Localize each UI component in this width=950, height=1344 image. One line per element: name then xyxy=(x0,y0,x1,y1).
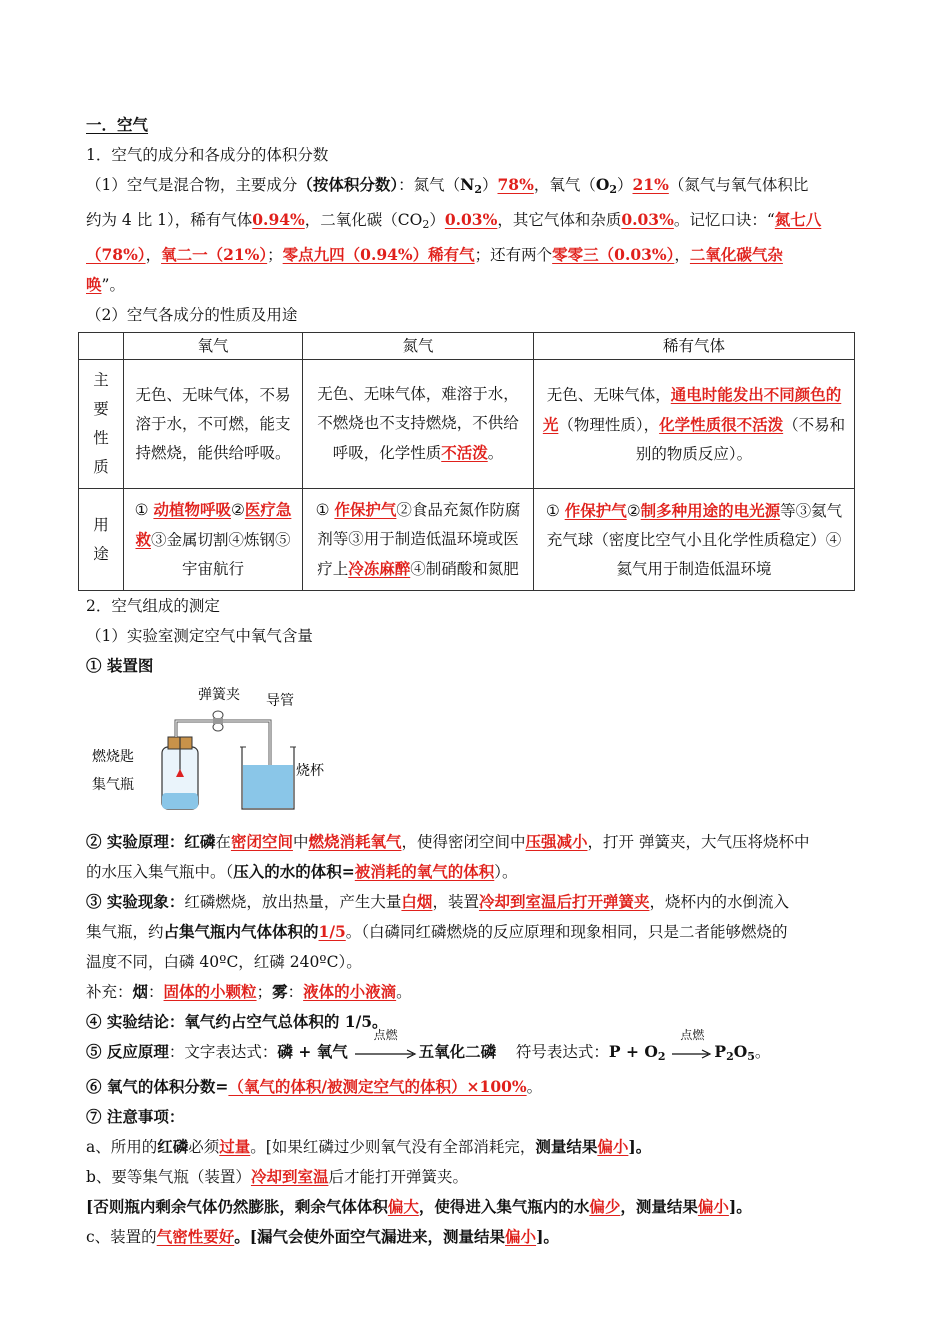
table-row xyxy=(79,489,855,591)
table-header-row xyxy=(79,333,855,360)
beaker-water xyxy=(243,765,293,808)
note-b: b、要等集气瓶（装置）冷却到室温后才能打开弹簧夹。 xyxy=(86,1167,468,1186)
clamp-top xyxy=(213,711,223,719)
conclusion-line: ④ 实验结论：氧气约占空气总体积的 1/5。 xyxy=(86,1012,388,1031)
table-header-cell: 氧气 xyxy=(124,333,303,360)
document-page xyxy=(86,110,866,1252)
note-a: a、所用的红磷必须过量。[如果红磷过少则氧气没有全部消耗完，测量结果偏小]。 xyxy=(86,1137,652,1156)
properties-table xyxy=(78,332,855,591)
table-cell: ① 作保护气②食品充氮作防腐剂等③用于制造低温环境或医疗上冷冻麻醉④制硝酸和氮肥 xyxy=(303,489,534,591)
phenomenon-paragraph: ③ 实验现象：红磷燃烧，放出热量，产生大量白烟，装置冷却到室温后打开弹簧夹，烧杯内的水倒流入 集气瓶，约占集气瓶内气体体积的1/5。（白磷同红磷燃烧的反应原理和现象相同，只是二者能够燃烧的 温度不同，白磷 40ºC，红磷 240ºC）。 xyxy=(86,892,789,971)
row-label: 用途 xyxy=(79,489,124,591)
reaction-line: ⑤ 反应原理：文字表达式：磷 + 氧气 点燃 五氧化二磷 符号表达式：$P + O_2$ 点燃 $P_2O_5$。 xyxy=(86,1028,771,1063)
table-header-cell: 稀有气体 xyxy=(534,333,855,360)
label-spoon: 燃烧匙 xyxy=(92,749,134,765)
table-cell: 无色、无味气体，不易溶于水，不可燃，能支持燃烧，能供给呼吸。 xyxy=(124,360,303,489)
table-cell: 无色、无味气体，通电时能发出不同颜色的光（物理性质），化学性质很不活泼（不易和别的物质反应）。 xyxy=(534,360,855,489)
label-bottle: 集气瓶 xyxy=(92,777,134,793)
row-label: 主要性质 xyxy=(79,360,124,489)
table-header-cell xyxy=(79,333,124,360)
properties-intro: （2）空气各成分的性质及用途 xyxy=(86,306,298,324)
composition-paragraph: （1）空气是混合物，主要成分（按体积分数）：氮气$(N_2)78\%$，氧气$(O_2)21\%$（氮气与氧气体积比 约为 4 比 1），稀有气体0.94%，二氧化碳$(CO_2)0.03\%$，其它气体和杂质0.03%。记忆口诀：“氮七八 （78%），氧二一（21%）；零点九四（0.94%）稀有气；还有两个零零三（0.03%），二氧化碳气杂 唤”。 xyxy=(86,175,822,294)
bottle-water xyxy=(162,793,198,809)
supplement-line: 补充：烟：固体的小颗粒；雾：液体的小液滴。 xyxy=(86,982,412,1001)
principle-paragraph: ② 实验原理：红磷在密闭空间中燃烧消耗氧气，使得密闭空间中压强减小，打开 弹簧夹，大气压将烧杯中 的水压入集气瓶中。（压入的水的体积=被消耗的氧气的体积）。 xyxy=(86,832,810,881)
clamp-bottom xyxy=(213,723,223,731)
apparatus-diagram xyxy=(90,685,350,815)
figure-title: ① 装置图 xyxy=(86,656,154,675)
subsection-title: 1．空气的成分和各成分的体积分数 xyxy=(86,146,329,164)
experiment-intro: （1）实验室测定空气中氧气含量 xyxy=(86,627,313,645)
table-cell: ① 动植物呼吸②医疗急救③金属切割④炼钢⑤宇宙航行 xyxy=(124,489,303,591)
label-clamp: 弹簧夹 xyxy=(198,687,240,703)
fraction-line: ⑥ 氧气的体积分数=（氧气的体积/被测定空气的体积）×100%。 xyxy=(86,1077,543,1096)
note-c: c、装置的气密性要好。[漏气会使外面空气漏进来，测量结果偏小]。 xyxy=(86,1227,559,1246)
reaction-arrow: 点燃 xyxy=(672,1042,712,1064)
label-beaker: 烧杯 xyxy=(296,763,324,779)
subsection-title: 2．空气组成的测定 xyxy=(86,597,220,615)
label-tube: 导管 xyxy=(266,693,294,709)
spring-clamp xyxy=(213,718,223,724)
table-header-cell: 氮气 xyxy=(303,333,534,360)
reaction-arrow: 点燃 xyxy=(355,1042,417,1064)
table-cell: ① 作保护气②制多种用途的电光源等③氦气充气球（密度比空气小且化学性质稳定）④氦气用于制造低温环境 xyxy=(534,489,855,591)
notes-title: ⑦ 注意事项： xyxy=(86,1107,185,1126)
note-b-detail: [否则瓶内剩余气体仍然膨胀，剩余气体体积偏大，使得进入集气瓶内的水偏少，测量结果偏小]。 xyxy=(86,1197,752,1216)
section-heading: 一．空气 xyxy=(86,115,149,134)
table-row xyxy=(79,360,855,489)
table-cell: 无色、无味气体，难溶于水，不燃烧也不支持燃烧，不供给呼吸，化学性质不活泼。 xyxy=(303,360,534,489)
